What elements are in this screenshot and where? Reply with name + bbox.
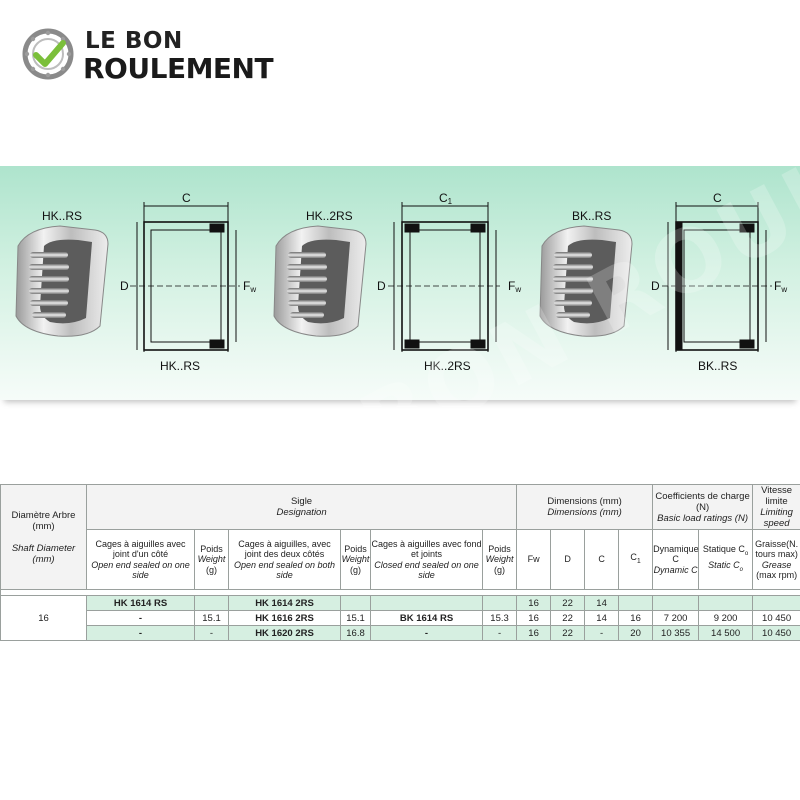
dim-fw-label-3 [774,279,787,294]
dim-fw-label-2 [508,279,521,294]
dyn-en: Dynamic C [653,564,698,575]
bk-rs-technical-drawing [662,202,772,352]
dim-c-label-3: C [713,191,722,205]
bearing-spec-table [0,484,800,641]
grease-unit: (max rpm) [756,570,798,580]
designation-both-sides: HK 1620 2RS [229,626,341,641]
col-weight3-header [483,530,517,590]
dim-fw-main-1: F [243,279,251,293]
dim-fw-main-3: F [774,279,782,293]
shaft-header-fr: Diamètre Arbre (mm) [11,509,76,532]
table-row [1,596,800,611]
stat-fr-wrap [699,544,752,559]
shaft-header-en: Shaft Diameter (mm) [11,542,76,565]
col-closed-end-header [371,530,483,590]
stat-fr: Statique C [702,544,745,555]
designation-both-sides: HK 1616 2RS [229,611,341,626]
dim-fw-label-1 [243,279,256,294]
dynamic-value [653,596,699,611]
c1-value [619,596,653,611]
fw-value: 16 [517,596,551,611]
static-value: 9 200 [699,611,753,626]
brand-logo [22,28,322,88]
weight-both-sides: 16.8 [341,626,371,641]
col-d-header: D [551,530,585,590]
load-ratings-header [653,485,753,530]
dimensions-en: Dimensions (mm) [547,507,622,518]
dyn-fr: Dynamique C [653,543,699,565]
weight-one-side: 15.1 [195,611,229,626]
table-row [1,626,800,641]
weight-closed-end: 15.3 [483,611,517,626]
weight2-fr: Poids [344,543,367,554]
weight-one-side: - [195,626,229,641]
col-fw-header: Fw [517,530,551,590]
c-value: - [585,626,619,641]
dim-fw-main-2: F [508,279,516,293]
designation-closed-end: BK 1614 RS [371,611,483,626]
weight2-en: Weight [341,554,370,565]
static-value: 14 500 [699,626,753,641]
col2-fr: Cages à aiguilles, avec joint des deux côtés [238,538,331,559]
dim-fw-sub-2: w [515,285,522,294]
designation-label: Designation [276,507,327,518]
dim-c1-sub: 1 [447,197,453,206]
weight1-unit: (g) [206,564,217,575]
weight-closed-end [483,596,517,611]
designation-one-side: - [87,626,195,641]
bk-rs-bearing-image [540,226,632,336]
weight-both-sides [341,596,371,611]
coef-fr: Coefficients de charge (N) [655,490,750,513]
col2-en: Open end sealed on both side [233,559,336,580]
weight1-en: Weight [197,554,226,565]
weight3-en: Weight [485,554,514,565]
weight1-fr: Poids [200,543,223,554]
dynamic-value: 7 200 [653,611,699,626]
dim-fw-sub-3: w [781,285,788,294]
designation-one-side: - [87,611,195,626]
designation-one-side: HK 1614 RS [87,596,195,611]
hk-rs-title: HK..RS [42,209,83,223]
weight3-fr: Poids [488,543,511,554]
speed-fr: Vitesse limite [761,485,793,507]
c1-main: C [630,551,637,562]
designation-header [87,485,517,530]
dim-d-label-2: D [377,279,386,293]
c1-value: 20 [619,626,653,641]
stat-fr-sub: o [744,551,749,557]
d-value: 22 [551,596,585,611]
hk-2rs-caption: HK..2RS [424,359,471,373]
speed-header [753,485,800,530]
hk-rs-bearing-image [16,226,108,336]
logo-text-line1: LE BON [85,28,183,54]
hk-2rs-title: HK..2RS [306,209,353,223]
bearing-check-logo-icon [22,28,74,80]
col3-en: Closed end sealed on one side [374,559,479,580]
c-value: 14 [585,596,619,611]
d-value: 22 [551,611,585,626]
col-c1-header [619,530,653,590]
grease-value: 10 450 [753,611,800,626]
col-one-side-header [87,530,195,590]
sigle-label: Sigle [290,496,313,507]
d-value: 22 [551,626,585,641]
dim-fw-sub-1: w [250,285,257,294]
dim-c1-main: C [439,191,448,205]
grease-en: Grease [761,559,792,570]
weight3-unit: (g) [494,564,506,575]
designation-closed-end [371,596,483,611]
table-row [1,611,800,626]
grease-fr: Graisse(N. tours max) [755,538,799,559]
shaft-diameter-header [1,485,87,590]
col-dynamic-header [653,530,699,590]
c-value: 14 [585,611,619,626]
logo-text-line2: ROULEMENT [83,52,274,85]
hk-rs-caption: HK..RS [160,359,201,373]
grease-value: 10 450 [753,626,800,641]
dimensions-fr: Dimensions (mm) [547,496,622,507]
col3-fr: Cages à aiguilles avec fond et joints [371,538,482,559]
col-weight1-header [195,530,229,590]
weight2-unit: (g) [350,564,361,575]
hk-rs-technical-drawing [130,202,240,352]
stat-en-sub: o [739,566,743,573]
dim-c1-label [439,191,453,206]
col-static-header [699,530,753,590]
static-value [699,596,753,611]
dimensions-header [517,485,653,530]
fw-value: 16 [517,626,551,641]
designation-closed-end: - [371,626,483,641]
stat-en: Static C [708,559,740,570]
speed-en: Limiting speed [760,507,793,529]
grease-value [753,596,800,611]
product-banner [0,166,800,400]
c1-sub: 1 [636,557,641,565]
c1-value: 16 [619,611,653,626]
bk-rs-caption: BK..RS [698,359,738,373]
dim-d-label-1: D [120,279,129,293]
fw-value: 16 [517,611,551,626]
col-c-header: C [585,530,619,590]
weight-both-sides: 15.1 [341,611,371,626]
dim-d-label-3: D [651,279,660,293]
stat-en-wrap [699,560,752,575]
col-grease-header [753,530,800,590]
designation-both-sides: HK 1614 2RS [229,596,341,611]
weight-one-side [195,596,229,611]
col1-en: Open end sealed on one side [91,559,190,580]
weight-closed-end: - [483,626,517,641]
hk-2rs-technical-drawing [388,202,500,352]
bk-rs-title: BK..RS [572,209,612,223]
hk-2rs-bearing-image [274,226,366,336]
dim-c-label-1: C [182,191,191,205]
col-both-sides-header [229,530,341,590]
shaft-diameter-value: 16 [1,596,87,641]
col-weight2-header [341,530,371,590]
coef-en: Basic load ratings (N) [657,512,748,524]
col1-fr: Cages à aiguilles avec joint d'un côté [95,538,186,559]
dynamic-value: 10 355 [653,626,699,641]
